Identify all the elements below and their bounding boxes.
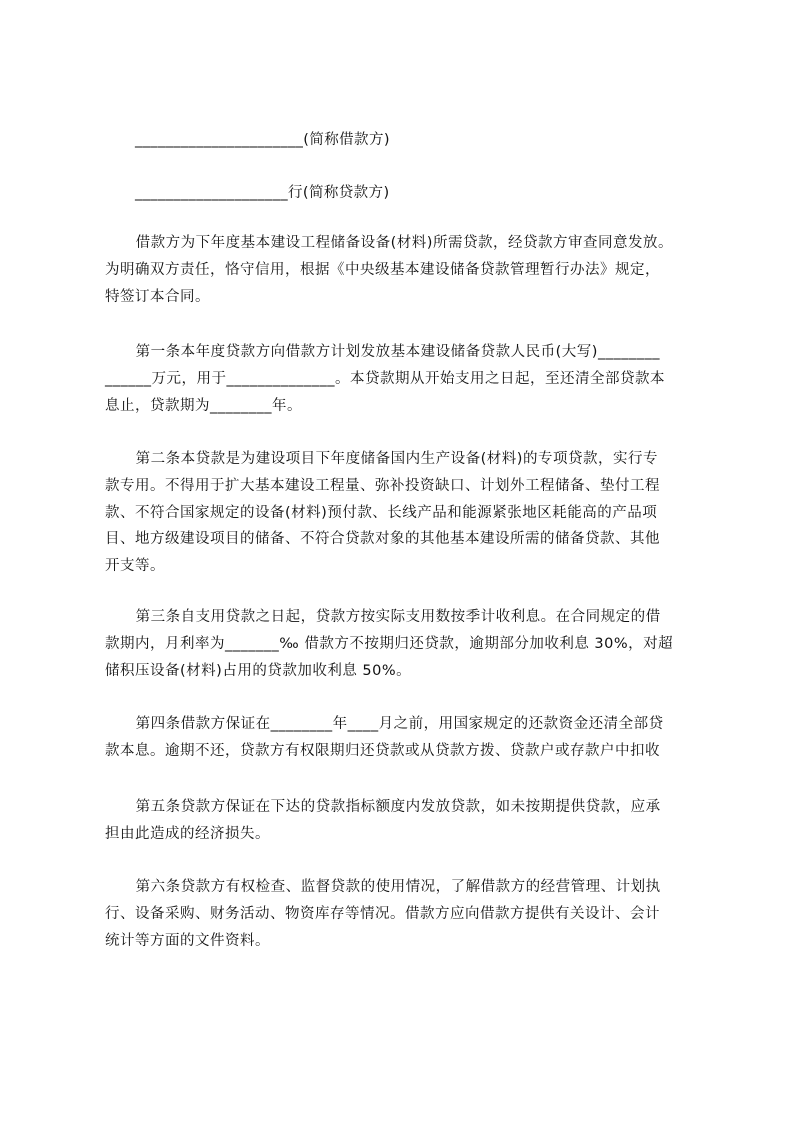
paragraph-line: 第五条贷款方保证在下达的贷款指标额度内发放贷款，如未按期提供贷款，应承 [105,799,661,815]
article-5-paragraph [105,794,680,848]
paragraph-line: 储积压设备(材料)占用的贷款加收利息 50%。 [105,662,412,679]
paragraph-line: 第六条贷款方有权检查、监督贷款的使用情况，了解借款方的经营管理、计划执 [105,879,661,895]
paragraph-line: 款期内，月利率为_______‰ 借款方不按期归还贷款，逾期部分加收利息 30%，对超 [105,635,674,652]
paragraph-line: 担由此造成的经济损失。 [105,825,270,842]
lender-party-line: ____________________行(简称贷款方) [135,185,390,201]
paragraph-line: 第三条自支用贷款之日起，贷款方按实际支用数按季计收利息。在合同规定的借 [105,609,661,625]
article-4-paragraph [105,711,680,765]
paragraph-line: 特签订本合同。 [105,288,210,305]
paragraph-line: 目、地方级建设项目的储备、不符合贷款对象的其他基本建设所需的储备贷款、其他 [105,531,660,548]
paragraph-line: 款专用。不得用于扩大基本建设工程量、弥补投资缺口、计划外工程储备、垫付工程 [105,477,660,494]
paragraph-line: 统计等方面的文件资料。 [105,932,270,949]
article-1-paragraph [105,339,680,419]
paragraph-line: 款、不符合国家规定的设备(材料)预付款、长线产品和能源紧张地区耗能高的产品项 [105,504,658,521]
paragraph-line: 行、设备采购、财务活动、物资库存等情况。借款方应向借款方提供有关设计、会计 [105,905,660,922]
paragraph-line: 第四条借款方保证在________年____月之前，用国家规定的还款资金还清全部贷 [105,716,664,732]
paragraph-line: 第一条本年度贷款方向借款方计划发放基本建设储备贷款人民币(大写)________ [105,344,660,360]
paragraph-line: ______万元，用于______________。本贷款期从开始支用之日起，至还清全部贷款本 [105,370,665,387]
paragraph-line: 第二条本贷款是为建设项目下年度储备国内生产设备(材料)的专项贷款，实行专 [105,451,658,467]
preamble-paragraph [105,230,680,310]
article-3-paragraph [105,604,680,684]
article-2-paragraph [105,446,680,580]
borrower-party-line: ______________________(简称借款方) [135,132,390,148]
paragraph-line: 款本息。逾期不还，贷款方有权限期归还贷款或从贷款方拨、贷款户或存款户中扣收 [105,742,660,759]
paragraph-line: 借款方为下年度基本建设工程储备设备(材料)所需贷款，经贷款方审查同意发放。 [105,235,673,251]
paragraph-line: 息止，贷款期为________年。 [105,397,302,414]
paragraph-line: 开支等。 [105,558,165,575]
article-6-paragraph [105,874,680,954]
paragraph-line: 为明确双方责任，恪守信用，根据《中央级基本建设储备贷款管理暂行办法》规定， [105,261,660,278]
